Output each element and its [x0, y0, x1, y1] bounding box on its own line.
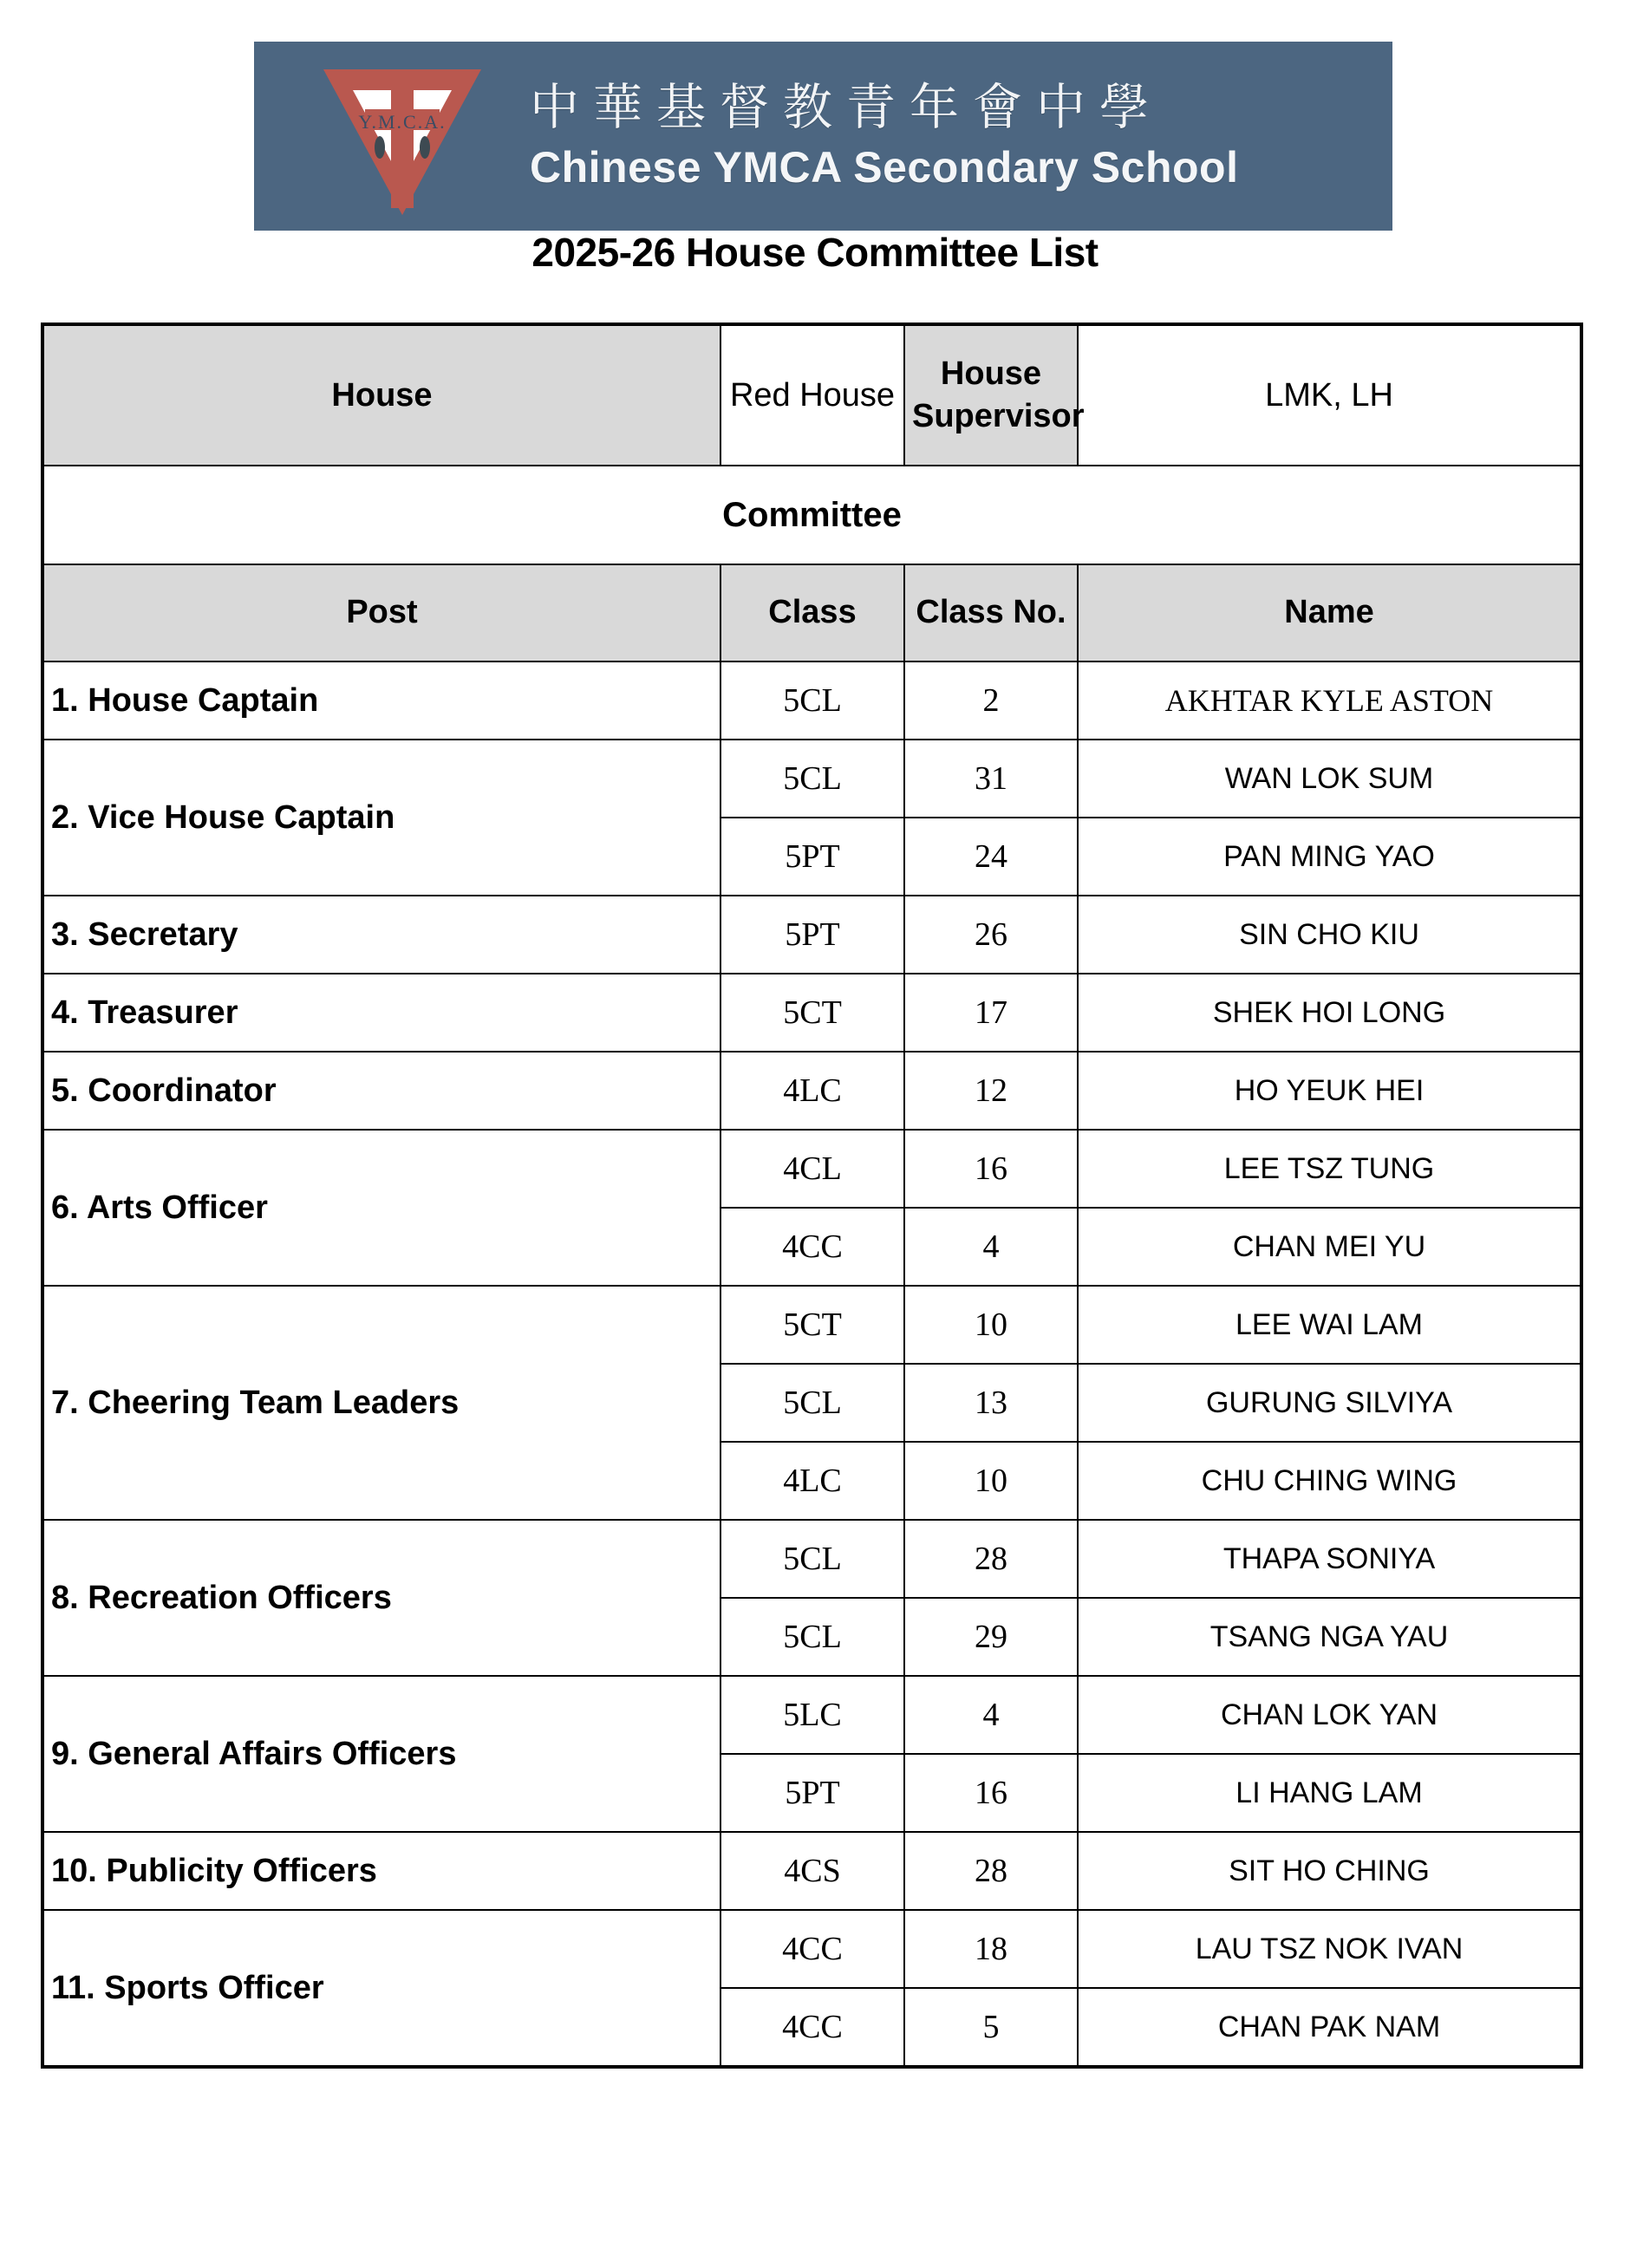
name-cell: SIT HO CHING	[1078, 1832, 1581, 1910]
class-column-header: Class	[720, 564, 904, 662]
committee-table-wrapper	[41, 323, 1580, 2069]
ymca-logo-text: Y.M.​C.A.	[358, 111, 447, 133]
post-cell: 5. Coordinator	[42, 1052, 720, 1130]
post-cell: 8. Recreation Officers	[42, 1520, 720, 1676]
post-cell: 11. Sports Officer	[42, 1910, 720, 2067]
class-cell: 4CS	[720, 1832, 904, 1910]
table-row	[42, 896, 1581, 974]
post-cell: 3. Secretary	[42, 896, 720, 974]
class-no-cell: 4	[904, 1676, 1078, 1754]
house-label-cell: House	[42, 324, 720, 466]
name-cell: CHAN MEI YU	[1078, 1208, 1581, 1286]
class-cell: 5PT	[720, 818, 904, 896]
table-row	[42, 974, 1581, 1052]
name-cell: TSANG NGA YAU	[1078, 1598, 1581, 1676]
ymca-logo	[308, 45, 497, 227]
class-no-cell: 5	[904, 1988, 1078, 2067]
class-cell: 4CC	[720, 1910, 904, 1988]
class-cell: 5CL	[720, 1520, 904, 1598]
class-no-cell: 2	[904, 662, 1078, 740]
post-cell: 1. House Captain	[42, 662, 720, 740]
class-cell: 4CC	[720, 1208, 904, 1286]
name-cell: SIN CHO KIU	[1078, 896, 1581, 974]
name-cell: LEE WAI LAM	[1078, 1286, 1581, 1364]
class-no-cell: 12	[904, 1052, 1078, 1130]
table-row	[42, 1832, 1581, 1910]
name-cell: WAN LOK SUM	[1078, 740, 1581, 818]
class-cell: 4LC	[720, 1052, 904, 1130]
class-no-cell: 17	[904, 974, 1078, 1052]
class-cell: 5PT	[720, 1754, 904, 1832]
class-no-cell: 28	[904, 1832, 1078, 1910]
post-cell: 4. Treasurer	[42, 974, 720, 1052]
post-cell: 10. Publicity Officers	[42, 1832, 720, 1910]
name-cell: CHAN LOK YAN	[1078, 1676, 1581, 1754]
post-cell: 7. Cheering Team Leaders	[42, 1286, 720, 1520]
class-no-cell: 24	[904, 818, 1078, 896]
class-cell: 5CL	[720, 662, 904, 740]
class-cell: 4CC	[720, 1988, 904, 2067]
class-no-cell: 10	[904, 1286, 1078, 1364]
school-name-english: Chinese YMCA Secondary School	[530, 142, 1239, 192]
class-no-cell: 4	[904, 1208, 1078, 1286]
name-cell: CHAN PAK NAM	[1078, 1988, 1581, 2067]
committee-label-cell: Committee	[42, 466, 1581, 564]
class-cell: 5CL	[720, 740, 904, 818]
name-cell: THAPA SONIYA	[1078, 1520, 1581, 1598]
page-title: 2025-26 House Committee List	[531, 230, 1099, 275]
class-cell: 4LC	[720, 1442, 904, 1520]
column-header-row	[42, 564, 1581, 662]
class-no-column-header: Class No.	[904, 564, 1078, 662]
school-name-chinese: 中華基督教青年會中學	[530, 79, 1163, 137]
class-cell: 5LC	[720, 1676, 904, 1754]
name-cell: CHU CHING WING	[1078, 1442, 1581, 1520]
class-no-cell: 29	[904, 1598, 1078, 1676]
house-supervisor-value-cell: LMK, LH	[1078, 324, 1581, 466]
post-cell: 9. General Affairs Officers	[42, 1676, 720, 1832]
banner-text-block	[497, 81, 1392, 192]
house-supervisor-label-cell: House Supervisor	[904, 324, 1078, 466]
table-row	[42, 662, 1581, 740]
class-no-cell: 16	[904, 1754, 1078, 1832]
house-committee-table	[41, 323, 1583, 2069]
class-no-cell: 26	[904, 896, 1078, 974]
table-row	[42, 1520, 1581, 1598]
class-no-cell: 18	[904, 1910, 1078, 1988]
committee-banner-row	[42, 466, 1581, 564]
name-cell: HO YEUK HEI	[1078, 1052, 1581, 1130]
house-info-row	[42, 324, 1581, 466]
class-no-cell: 31	[904, 740, 1078, 818]
name-cell: GURUNG SILVIYA	[1078, 1364, 1581, 1442]
table-row	[42, 740, 1581, 818]
post-cell: 6. Arts Officer	[42, 1130, 720, 1286]
name-column-header: Name	[1078, 564, 1581, 662]
class-cell: 5CL	[720, 1598, 904, 1676]
post-cell: 2. Vice House Captain	[42, 740, 720, 896]
class-cell: 5PT	[720, 896, 904, 974]
name-cell: SHEK HOI LONG	[1078, 974, 1581, 1052]
name-cell: LEE TSZ TUNG	[1078, 1130, 1581, 1208]
table-row	[42, 1052, 1581, 1130]
table-row	[42, 1676, 1581, 1754]
school-banner	[254, 42, 1392, 231]
class-cell: 5CT	[720, 974, 904, 1052]
class-no-cell: 28	[904, 1520, 1078, 1598]
name-cell: AKHTAR KYLE ASTON	[1078, 662, 1581, 740]
class-cell: 5CT	[720, 1286, 904, 1364]
class-cell: 5CL	[720, 1364, 904, 1442]
class-no-cell: 16	[904, 1130, 1078, 1208]
table-row	[42, 1910, 1581, 1988]
name-cell: LAU TSZ NOK IVAN	[1078, 1910, 1581, 1988]
class-no-cell: 10	[904, 1442, 1078, 1520]
table-row	[42, 1286, 1581, 1364]
class-no-cell: 13	[904, 1364, 1078, 1442]
class-cell: 4CL	[720, 1130, 904, 1208]
name-cell: PAN MING YAO	[1078, 818, 1581, 896]
name-cell: LI HANG LAM	[1078, 1754, 1581, 1832]
table-row	[42, 1130, 1581, 1208]
post-column-header: Post	[42, 564, 720, 662]
house-name-cell: Red House	[720, 324, 904, 466]
